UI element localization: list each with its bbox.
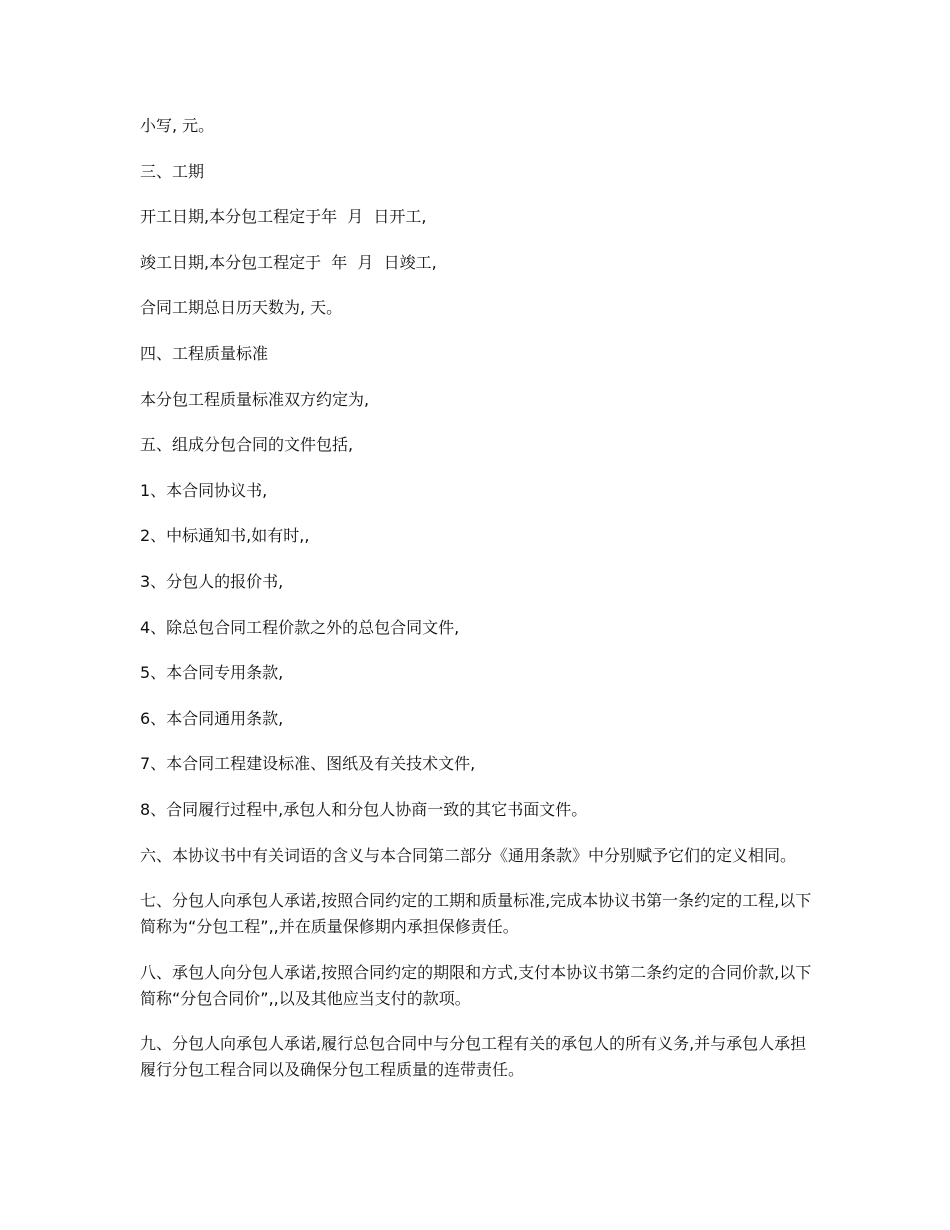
list-item-6: 6、本合同通用条款,	[140, 708, 284, 728]
list-item-1: 1、本合同协议书,	[140, 480, 268, 500]
heading-section-5-documents: 五、组成分包合同的文件包括,	[140, 435, 354, 455]
paragraph-section-9-joint-liability: 九、分包人向承包人承诺,履行总包合同中与分包工程有关的承包人的所有义务,并与承包人承担履行分包工程合同以及确保分包工程质量的连带责任。	[140, 1034, 807, 1080]
paragraph-section-6-definitions: 六、本协议书中有关词语的含义与本合同第二部分《通用条款》中分别赋予它们的定义相同。	[140, 845, 797, 865]
list-item-4: 4、除总包合同工程价款之外的总包合同文件,	[140, 617, 460, 637]
list-item-8: 8、合同履行过程中,承包人和分包人协商一致的其它书面文件。	[140, 799, 588, 819]
paragraph-section-8-contractor-promise: 八、承包人向分包人承诺,按照合同约定的期限和方式,支付本协议书第二条约定的合同价款,以下简称“分包合同价”,,以及其他应当支付的款项。	[140, 962, 812, 1008]
heading-section-4-quality: 四、工程质量标准	[140, 343, 269, 363]
paragraph-total-days: 合同工期总日历天数为, 天。	[140, 298, 343, 318]
document-page	[140, 113, 820, 1103]
paragraph-start-date: 开工日期,本分包工程定于年 月 日开工,	[140, 207, 427, 227]
paragraph-completion-date: 竣工日期,本分包工程定于 年 月 日竣工,	[140, 252, 437, 272]
paragraph-quality-standard: 本分包工程质量标准双方约定为,	[140, 389, 370, 409]
paragraph-amount-lowercase: 小写, 元。	[140, 116, 215, 135]
list-item-2: 2、中标通知书,如有时,,	[140, 526, 310, 546]
list-item-5: 5、本合同专用条款,	[140, 663, 284, 683]
heading-section-3-duration: 三、工期	[140, 161, 205, 181]
list-item-3: 3、分包人的报价书,	[140, 571, 284, 591]
paragraph-section-7-subcontractor-promise: 七、分包人向承包人承诺,按照合同约定的工期和质量标准,完成本协议书第一条约定的工程,以下简称为“分包工程”,,并在质量保修期内承担保修责任。	[140, 891, 812, 937]
list-item-7: 7、本合同工程建设标准、图纸及有关技术文件,	[140, 754, 476, 774]
